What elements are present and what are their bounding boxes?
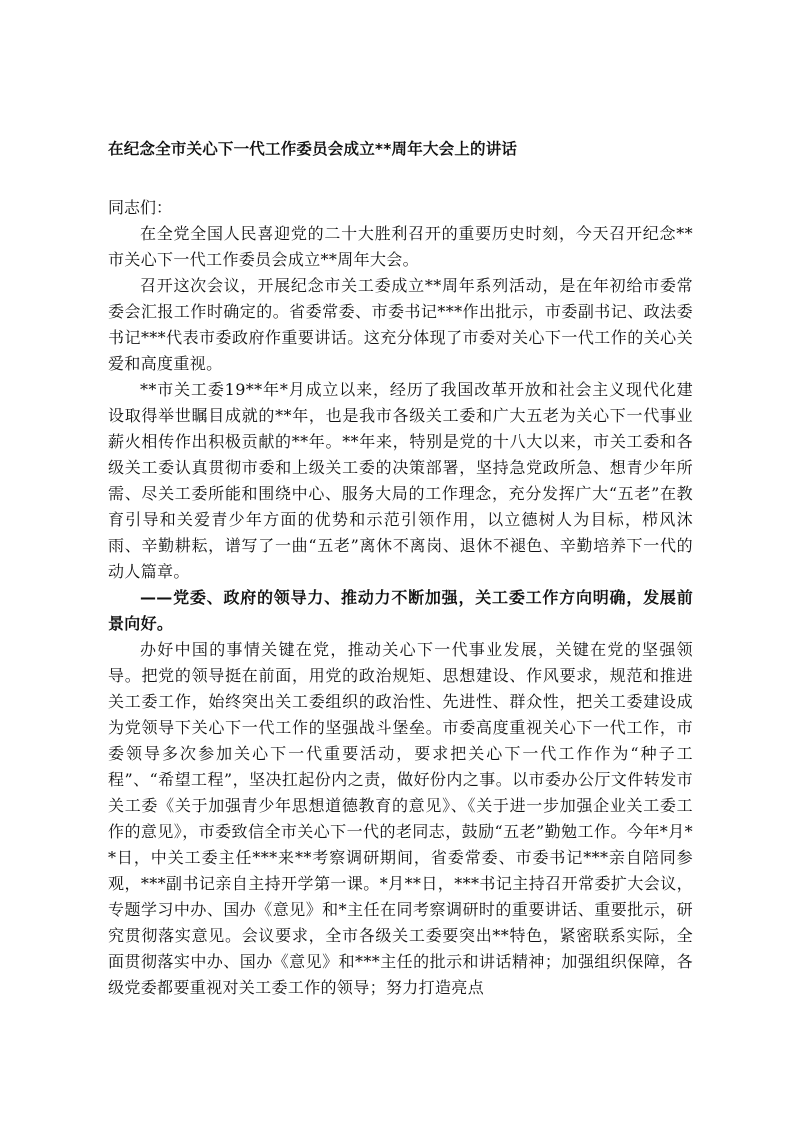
document-title: 在纪念全市关心下一代工作委员会成立**周年大会上的讲话: [108, 140, 518, 158]
paragraph-party-leadership: 办好中国的事情关键在党，推动关心下一代事业发展，关键在党的坚强领导。把党的领导挺在前面，用党的政治规矩、思想建设、作风要求，规范和推进关工委工作，始终突出关工委组织的政治性、先进性、群众性，把关工委建设成为党领导下关心下一代工作的坚强战斗堡垒。市委高度重视关心下一代工作，市委领导多次参加关心下一代重要活动，要求把关心下一代工作作为“种子工程”、“希望工程”，坚决扛起份内之责，做好份内之事。以市委办公厅文件转发市关工委《关于加强青少年思想道德教育的意见》、《关于进一步加强企业关工委工作的意见》，市委致信全市关心下一代的老同志，鼓励“五老”勤勉工作。今年*月**日，中关工委主任***来**考察调研期间，省委常委、市委书记***亲自陪同参观，***副书记亲自主持开学第一课。*月**日，***书记主持召开常委扩大会议，专题学习中办、国办《意见》和*主任在同考察调研时的重要讲话、重要批示，研究贯彻落实意见。会议要求，全市各级关工委要突出**特色，紧密联系实际，全面贯彻落实中办、国办《意见》和***主任的批示和讲话精神；加强组织保障，各级党委都要重视对关工委工作的领导；努力打造亮点: [108, 640, 693, 997]
paragraph-opening: 在全党全国人民喜迎党的二十大胜利召开的重要历史时刻，今天召开纪念**市关心下一代工作委员会成立**周年大会。: [108, 224, 693, 269]
paragraph-history: **市关工委19**年*月成立以来，经历了我国改革开放和社会主义现代化建设取得举世瞩目成就的**年，也是我市各级关工委和广大五老为关心下一代事业薪火相传作出积极贡献的**年。**年来，特别是党的十八大以来，市关工委和各级关工委认真贯彻市委和上级关工委的决策部署，坚持急党政所急、想青少年所需、尽关工委所能和围绕中心、服务大局的工作理念，充分发挥广大“五老”在教育引导和关爱青少年方面的优势和示范引领作用，以立德树人为目标，栉风沐雨、辛勤耕耘，谱写了一曲“五老”离休不离岗、退休不褪色、辛勤培养下一代的动人篇章。: [108, 380, 693, 581]
paragraph-meeting-purpose: 召开这次会议，开展纪念市关工委成立**周年系列活动，是在年初给市委常委会汇报工作时确定的。省委常委、市委书记***作出批示，市委副书记、政法委书记***代表市委政府作重要讲话。这充分体现了市委对关心下一代工作的关心关爱和高度重视。: [108, 276, 693, 373]
section-heading-leadership: ——党委、政府的领导力、推动力不断加强，关工委工作方向明确，发展前景向好。: [108, 588, 693, 633]
salutation: 同志们：: [108, 198, 173, 217]
document-page: [108, 138, 693, 1001]
